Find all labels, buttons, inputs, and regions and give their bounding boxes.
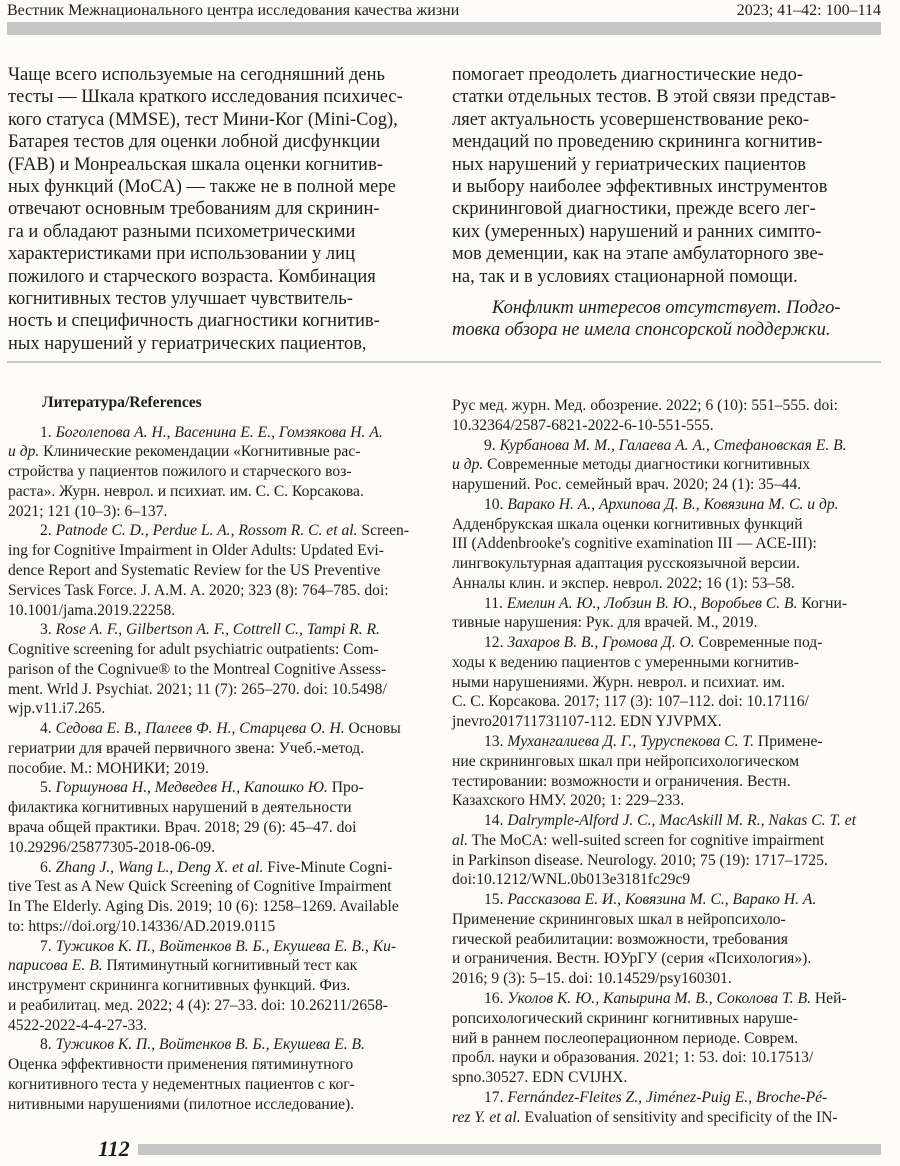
reference-text: 17. — [484, 1088, 508, 1106]
reference-line — [452, 851, 878, 871]
reference-text: Ней- — [811, 989, 847, 1007]
reference-line — [452, 1029, 878, 1049]
reference-line — [452, 633, 878, 653]
reference-text: Оценка эффективности применения пятиминутного — [8, 1056, 354, 1074]
reference-line — [452, 653, 878, 673]
reference-text: когнитивного теста у недементных пациентов с ког- — [8, 1075, 355, 1093]
reference-line — [452, 1048, 878, 1068]
reference-line — [8, 521, 434, 541]
reference-text: wjp.v11.i7.265. — [8, 700, 106, 718]
body-paragraph-line: Батарея тестов для оценки лобной дисфункции — [8, 132, 381, 153]
reference-line — [452, 732, 878, 752]
reference-authors: Варако Н. А., Архипова Д. В., Ковязина М. С. и др. — [507, 495, 839, 513]
conflict-statement-line: Конфликт интересов отсутствует. Подго- — [492, 298, 841, 318]
reference-line — [452, 772, 878, 792]
reference-line — [8, 917, 434, 937]
references-left-column — [8, 393, 434, 1114]
reference-line — [8, 502, 434, 522]
reference-line — [8, 759, 434, 779]
reference-line — [8, 996, 434, 1016]
reference-text: филактика когнитивных нарушений в деятельности — [8, 799, 352, 817]
reference-line — [8, 561, 434, 581]
reference-line — [8, 798, 434, 818]
reference-authors: Седова Е. В., Палеев Ф. Н., Старцева О. Н. — [55, 720, 345, 738]
reference-authors: Горшунова Н., Медведев Н., Капошко Ю. — [55, 779, 328, 797]
reference-text: Применение скрининговых шкал в нейропсихоло- — [452, 910, 786, 928]
reference-text: инструмент скрининга когнитивных функций. Физ. — [8, 977, 351, 995]
reference-text: Evaluation of sensitivity and specificity of the IN- — [520, 1108, 838, 1126]
reference-line — [8, 482, 434, 502]
reference-text: parison of the Cognivue® to the Montreal Cognitive Assess- — [8, 660, 387, 678]
reference-text: 7. — [40, 937, 56, 955]
reference-text: нитивными нарушениями (пилотное исследование). — [8, 1095, 355, 1113]
reference-line — [452, 673, 878, 693]
reference-authors: Zhang J., Wang L., Deng X. et al. — [55, 858, 264, 876]
reference-line — [8, 442, 434, 462]
body-paragraph-line: (FAB) и Монреальская шкала оценки когнитив- — [8, 154, 383, 175]
reference-authors: al. — [452, 831, 469, 849]
reference-authors: и др. — [8, 443, 40, 461]
reference-authors: Боголепова А. Н., Васенина Е. Е., Гомзякова Н. А. — [55, 423, 383, 441]
reference-text: 10. — [484, 495, 508, 513]
issue-pages: 2023; 41–42: 100–114 — [736, 2, 881, 19]
reference-text: пособие. М.: МОНИКИ; 2019. — [8, 759, 209, 777]
reference-authors: Емелин А. Ю., Лобзин В. Ю., Воробьев С. В. — [506, 594, 798, 612]
reference-text: 10.1001/jama.2019.22258. — [8, 601, 176, 619]
reference-text: 14. — [484, 812, 508, 830]
body-paragraph-line: ких (умеренных) нарушений и ранних симпто- — [452, 221, 822, 242]
reference-text: 15. — [484, 891, 508, 909]
reference-authors: rez Y. et al. — [452, 1108, 521, 1126]
reference-authors: Dalrymple-Alford J. C., MacAskill M. R., Nakas C. T. et — [507, 812, 857, 830]
reference-line — [8, 699, 434, 719]
reference-text: стройства у пациентов пожилого и старческого воз- — [8, 463, 352, 481]
reference-line — [8, 680, 434, 700]
body-paragraph-line: тесты — Шкала краткого исследования психичес- — [8, 87, 403, 108]
reference-authors: Мухангалиева Д. Г., Туруспекова С. Т. — [507, 733, 755, 751]
reference-line — [8, 976, 434, 996]
body-paragraph-line: и выбору наиболее эффективных инструментов — [452, 176, 828, 197]
reference-line — [452, 930, 878, 950]
reference-text: 10.32364/2587-6821-2022-6-10-551-555. — [452, 416, 714, 434]
reference-text: 4. — [40, 720, 56, 738]
reference-text: 10.29296/25877305-2018-06-09. — [8, 838, 216, 856]
reference-line — [452, 791, 878, 811]
body-paragraph-line: характеристиками при использовании у лиц — [8, 244, 355, 265]
reference-line — [452, 455, 878, 475]
reference-line — [452, 949, 878, 969]
reference-text: in Parkinson disease. Neurology. 2010; 75 (19): 1717–1725. — [452, 851, 828, 869]
conflict-statement-line: товка обзора не имела спонсорской поддержки. — [452, 320, 831, 341]
reference-line — [452, 416, 878, 436]
reference-text: ропсихологический скрининг когнитивных наруше- — [452, 1009, 799, 1027]
reference-line — [8, 719, 434, 739]
reference-text: 2016; 9 (3): 5–15. doi: 10.14529/psy160301. — [452, 970, 732, 988]
reference-text: 1. — [40, 423, 56, 441]
reference-text: Services Task Force. J. A.M. A. 2020; 323 (8): 764–785. doi: — [8, 581, 389, 599]
body-text-right-column — [452, 64, 878, 288]
reference-line — [8, 937, 434, 957]
body-text-left-column — [8, 64, 434, 355]
body-paragraph-line: ляет актуальность усовершенствование реко- — [452, 109, 810, 130]
reference-authors: Рассказова Е. И., Ковязина М. С., Варако Н. А. — [507, 891, 817, 909]
body-paragraph-line: отвечают основным требованиям для скринин- — [8, 199, 380, 220]
body-paragraph-line: га и обладают разными психометрическими — [8, 221, 356, 242]
footer-bar — [138, 1144, 881, 1155]
reference-line — [8, 1035, 434, 1055]
body-paragraph-line: ных функций (MoCA) — также не в полной мере — [8, 176, 396, 197]
reference-line — [8, 640, 434, 660]
reference-text: 2. — [40, 522, 56, 540]
body-paragraph-line: на, так и в условиях стационарной помощи. — [452, 266, 798, 287]
reference-text: Про- — [327, 779, 364, 797]
reference-line — [452, 969, 878, 989]
reference-text: ходы к ведению пациентов с умеренными когнитив- — [452, 653, 799, 671]
reference-line — [8, 858, 434, 878]
reference-line — [452, 1108, 878, 1128]
body-paragraph-line: пожилого и старческого возраста. Комбинация — [8, 266, 376, 287]
reference-text: пробл. науки и образования. 2021; 1: 53. doi: 10.17513/ — [452, 1049, 814, 1067]
reference-line — [8, 897, 434, 917]
body-paragraph-line: мендаций по проведению скрининга когнитив- — [452, 132, 823, 153]
reference-text: и реабилитац. мед. 2022; 4 (4): 27–33. doi: 10.26211/2658- — [8, 996, 388, 1014]
reference-text: 8. — [40, 1036, 56, 1054]
reference-text: С. С. Корсакова. 2017; 117 (3): 107–112. doi: 10.17116/ — [452, 693, 809, 711]
reference-line — [452, 910, 878, 930]
reference-line — [452, 554, 878, 574]
reference-line — [452, 495, 878, 515]
reference-line — [8, 541, 434, 561]
reference-text: Адденбрукская шкала оценки когнитивных функций — [452, 515, 803, 533]
reference-text: Five-Minute Cogni- — [263, 858, 393, 876]
reference-text: 6. — [40, 858, 56, 876]
reference-line — [452, 1068, 878, 1088]
reference-text: Cognitive screening for adult psychiatric outpatients: Com- — [8, 641, 379, 659]
reference-text: to: https://doi.org/10.14336/AD.2019.0115 — [8, 917, 276, 935]
reference-line — [8, 818, 434, 838]
reference-line — [8, 462, 434, 482]
reference-line — [8, 423, 434, 443]
reference-text: 4522-2022-4-4-27-33. — [8, 1016, 148, 1034]
reference-text: гической реабилитации: возможности, требования — [452, 930, 788, 948]
reference-text: 13. — [484, 733, 508, 751]
conflict-of-interest-statement — [452, 297, 878, 342]
reference-line — [452, 870, 878, 890]
reference-line — [8, 1055, 434, 1075]
reference-text: III (Addenbrooke's cognitive examination III — ACE-III): — [452, 535, 817, 553]
header-bar — [7, 22, 881, 35]
reference-text: Пятиминутный когнитивный тест как — [102, 957, 358, 975]
journal-title: Вестник Межнационального центра исследования качества жизни — [7, 2, 460, 19]
references-right-column — [452, 396, 878, 1127]
reference-line — [452, 594, 878, 614]
reference-text: 9. — [484, 436, 500, 454]
reference-line — [452, 1009, 878, 1029]
reference-text: Примене- — [754, 733, 823, 751]
reference-line — [8, 1075, 434, 1095]
body-paragraph-line: скрининговой диагностики, прежде всего лег- — [452, 199, 816, 220]
reference-text: tive Test as A New Quick Screening of Cognitive Impairment — [8, 878, 392, 896]
reference-text: Анналы клин. и экспер. неврол. 2022; 16 (1): 53–58. — [452, 574, 795, 592]
reference-text: spno.30527. EDN CVIJHX. — [452, 1069, 628, 1087]
reference-line — [8, 956, 434, 976]
body-paragraph-line: ных нарушений у гериатрических пациентов — [452, 154, 806, 175]
reference-text: раста». Журн. неврол. и психиат. им. С. С. Корсакова. — [8, 482, 364, 500]
reference-text: 2021; 121 (10–3): 6–137. — [8, 502, 168, 520]
reference-line — [8, 620, 434, 640]
reference-authors: Rose A. F., Gilbertson A. F., Cottrell C., Tampi R. R. — [55, 621, 380, 639]
reference-text: Рус мед. журн. Мед. обозрение. 2022; 6 (10): 551–555. doi: — [452, 397, 838, 414]
reference-authors: Захаров В. В., Громова Д. О. — [507, 634, 695, 652]
reference-line — [452, 515, 878, 535]
reference-line — [452, 831, 878, 851]
reference-text: The MoCA: well-suited screen for cognitive impairment — [468, 831, 825, 849]
reference-text: и ограничения. Вестн. ЮУрГУ (серия «Психология»). — [452, 950, 812, 968]
reference-text: doi:10.1212/WNL.0b013e3181fc29c9 — [452, 871, 691, 889]
reference-text: Когни- — [797, 594, 848, 612]
reference-line — [452, 613, 878, 633]
reference-text: лингвокультурная адаптация русскоязычной версии. — [452, 555, 800, 573]
reference-line — [8, 1016, 434, 1036]
reference-line — [8, 778, 434, 798]
body-paragraph-line: ность и специфичность диагностики когнитив- — [8, 311, 380, 332]
reference-line — [452, 1088, 878, 1108]
reference-text: dence Report and Systematic Review for the US Preventive — [8, 562, 381, 580]
reference-text: 3. — [40, 621, 56, 639]
reference-line — [8, 601, 434, 621]
body-paragraph-line: Чаще всего используемые на сегодняшний день — [8, 65, 385, 85]
reference-line — [452, 692, 878, 712]
reference-text: In The Elderly. Aging Dis. 2019; 10 (6): 1258–1269. Available — [8, 898, 399, 916]
reference-text: 12. — [484, 634, 508, 652]
reference-line — [452, 890, 878, 910]
reference-text: jnevro201711731107-112. EDN YJVPMX. — [452, 713, 722, 731]
reference-authors: парисова Е. В. — [8, 957, 103, 975]
reference-line — [452, 574, 878, 594]
reference-text: ние скрининговых шкал при нейропсихологическом — [452, 752, 800, 770]
reference-text: ными нарушениями. Журн. неврол. и психиат. им. — [452, 673, 785, 691]
reference-authors: Тужиков К. П., Войтенков В. Б., Екушева Е. В., Ки- — [55, 937, 397, 955]
reference-line — [8, 739, 434, 759]
reference-line — [8, 877, 434, 897]
reference-line — [452, 712, 878, 732]
reference-text: тивные нарушения: Рук. для врачей. М., 2019. — [452, 614, 758, 632]
reference-authors: Курбанова М. М., Галаева А. А., Стефановская Е. В. — [499, 436, 847, 454]
reference-text: ний в раннем послеоперационном периоде. Соврем. — [452, 1029, 799, 1047]
reference-authors: и др. — [452, 456, 484, 474]
reference-line — [8, 660, 434, 680]
reference-line — [452, 436, 878, 456]
reference-text: нарушений. Рос. семейный врач. 2020; 24 (1): 35–44. — [452, 476, 802, 494]
reference-text: Казахского НМУ. 2020; 1: 229–233. — [452, 792, 685, 810]
reference-line — [452, 752, 878, 772]
reference-text: тестировании: возможности и ограничения. Вестн. — [452, 772, 791, 790]
reference-authors: Уколов К. Ю., Капырина М. В., Соколова Т. В. — [507, 989, 812, 1007]
reference-line — [452, 989, 878, 1009]
reference-line — [452, 534, 878, 554]
body-paragraph-line: статки отдельных тестов. В этой связи представ- — [452, 87, 836, 108]
reference-authors: Fernández-Fleites Z., Jiménez-Puig E., Broche-Pé- — [507, 1088, 828, 1106]
body-paragraph-line: когнитивных тестов улучшает чувствитель- — [8, 288, 353, 309]
reference-text: гериатрии для врачей первичного звена: Учеб.-метод. — [8, 739, 365, 757]
body-paragraph-line: мов деменции, как на этапе амбулаторного зве- — [452, 244, 824, 265]
body-paragraph-line: ных нарушений у гериатрических пациентов, — [8, 333, 367, 354]
reference-text: Основы — [344, 720, 401, 738]
reference-text: Современные под- — [694, 634, 823, 652]
reference-text: Screen- — [357, 522, 410, 540]
reference-text: Современные методы диагностики когнитивных — [483, 456, 811, 474]
reference-text: Клинические рекомендации «Когнитивные рас- — [39, 443, 361, 461]
reference-text: 16. — [484, 989, 508, 1007]
reference-line — [452, 811, 878, 831]
reference-text: ment. Wrld J. Psychiat. 2021; 11 (7): 265–270. doi: 10.5498/ — [8, 680, 387, 698]
references-heading: Литература/References — [42, 394, 202, 411]
body-paragraph-line: помогает преодолеть диагностические недо- — [452, 65, 804, 85]
page-number: 112 — [98, 1136, 130, 1161]
running-header — [7, 0, 881, 22]
reference-authors: Patnode C. D., Perdue L. A., Rossom R. C. et al. — [55, 522, 358, 540]
reference-text: врача общей практики. Врач. 2018; 29 (6): 45–47. doi — [8, 818, 357, 836]
reference-line — [452, 475, 878, 495]
reference-line — [8, 581, 434, 601]
reference-line — [8, 1095, 434, 1115]
body-paragraph-line: кого статуса (MMSE), тест Мини-Ког (Mini-Cog), — [8, 109, 398, 130]
reference-authors: Тужиков К. П., Войтенков В. Б., Екушева Е. В. — [55, 1036, 365, 1054]
reference-text: 11. — [484, 594, 507, 612]
reference-line — [8, 838, 434, 858]
reference-text: 5. — [40, 779, 56, 797]
reference-line — [452, 396, 878, 416]
section-divider — [7, 361, 881, 363]
reference-text: ing for Cognitive Impairment in Older Adults: Updated Evi- — [8, 542, 384, 560]
